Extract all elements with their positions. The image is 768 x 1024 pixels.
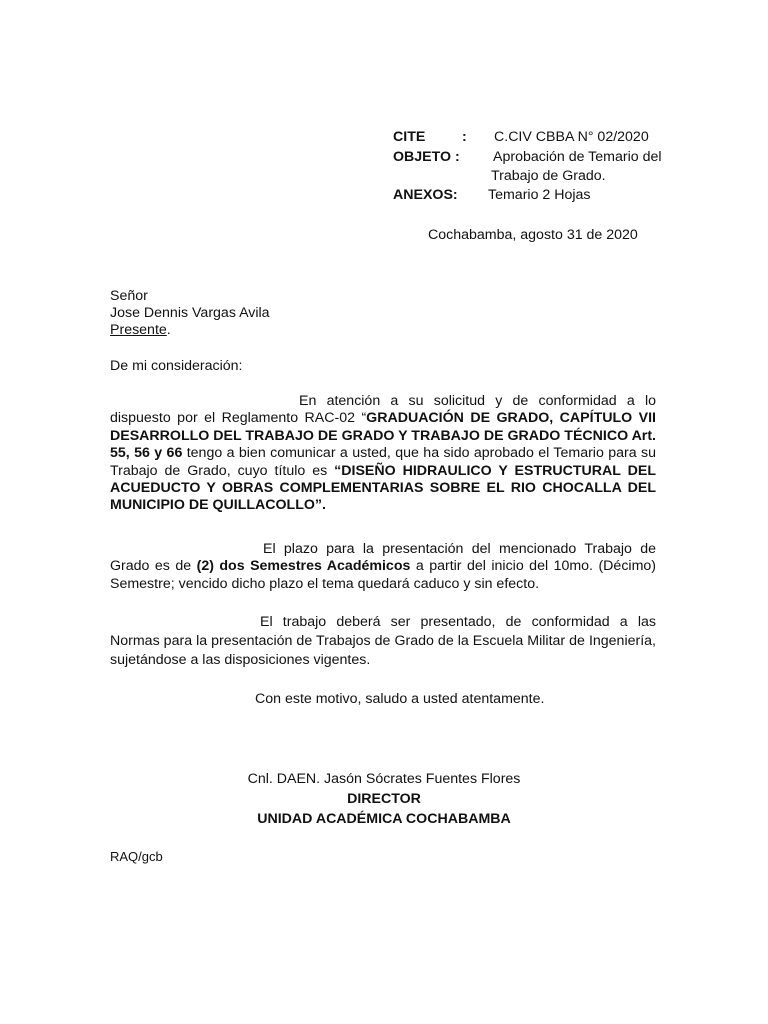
p1-text-2: tengo a bien comunicar a usted, que ha sido aprobado el Temario para su Trabajo de Grado, cuyo título es xyxy=(110,445,657,479)
signature-block xyxy=(184,769,584,829)
cite-label: CITE xyxy=(393,129,426,145)
anexos-label: ANEXOS: xyxy=(393,187,458,203)
p2-bold-1: (2) dos Semestres Académicos xyxy=(196,558,411,575)
signature-title: DIRECTOR xyxy=(347,791,421,807)
presente-dot: . xyxy=(166,322,171,338)
cite-value: C.CIV CBBA N° 02/2020 xyxy=(494,129,649,145)
objeto-value-line2: Trabajo de Grado. xyxy=(491,168,606,184)
recipient-name: Jose Dennis Vargas Avila xyxy=(110,305,270,321)
signature-unit: UNIDAD ACADÉMICA COCHABAMBA xyxy=(257,811,511,827)
reference-initials: RAQ/gcb xyxy=(110,849,163,864)
p2-text-1: El plazo para la presentación del mencionado Trabajo de Grado es de xyxy=(110,541,656,575)
p1-bold-2: “DISEÑO HIDRAULICO Y ESTRUCTURAL DEL ACUEDUCTO Y OBRAS COMPLEMENTARIAS SOBRE EL RIO CHOCALLA DEL MUNICIPIO DE QUILLACOLLO”. xyxy=(110,462,656,514)
recipient-salutation: Señor xyxy=(110,288,148,304)
cite-colon: : xyxy=(462,129,467,145)
objeto-value-line1: Aprobación de Temario del xyxy=(493,149,662,165)
letter-date: Cochabamba, agosto 31 de 2020 xyxy=(428,227,638,243)
body-paragraph-2 xyxy=(110,541,656,593)
body-paragraph-3: El trabajo deberá ser presentado, de conformidad a las Normas para la presentación de Trabajos de Grado de la Escuela Militar de Ingeniería, sujetándose a las disposiciones vigentes. xyxy=(110,614,656,668)
body-paragraph-1 xyxy=(110,393,656,515)
presente-text: Presente xyxy=(110,322,167,338)
signature-name: Cnl. DAEN. Jasón Sócrates Fuentes Flores xyxy=(247,771,521,787)
closing-line: Con este motivo, saludo a usted atentamente. xyxy=(255,691,545,707)
p2-text-2: a partir del inicio del 10mo. (Décimo) Semestre; vencido dicho plazo el tema quedará caduco y sin efecto. xyxy=(110,558,656,592)
objeto-label: OBJETO : xyxy=(393,149,460,165)
p1-bold-1: GRADUACIÓN DE GRADO, CAPÍTULO VII DESARROLLO DEL TRABAJO DE GRADO Y TRABAJO DE GRADO TÉCNICO Art. 55, 56 y 66 xyxy=(110,410,656,462)
recipient-presente xyxy=(110,322,171,338)
p1-text-1: En atención a su solicitud y de conformidad a lo dispuesto por el Reglamento RAC-02 “ xyxy=(110,393,656,427)
anexos-value: Temario 2 Hojas xyxy=(488,187,591,203)
greeting: De mi consideración: xyxy=(110,358,243,374)
